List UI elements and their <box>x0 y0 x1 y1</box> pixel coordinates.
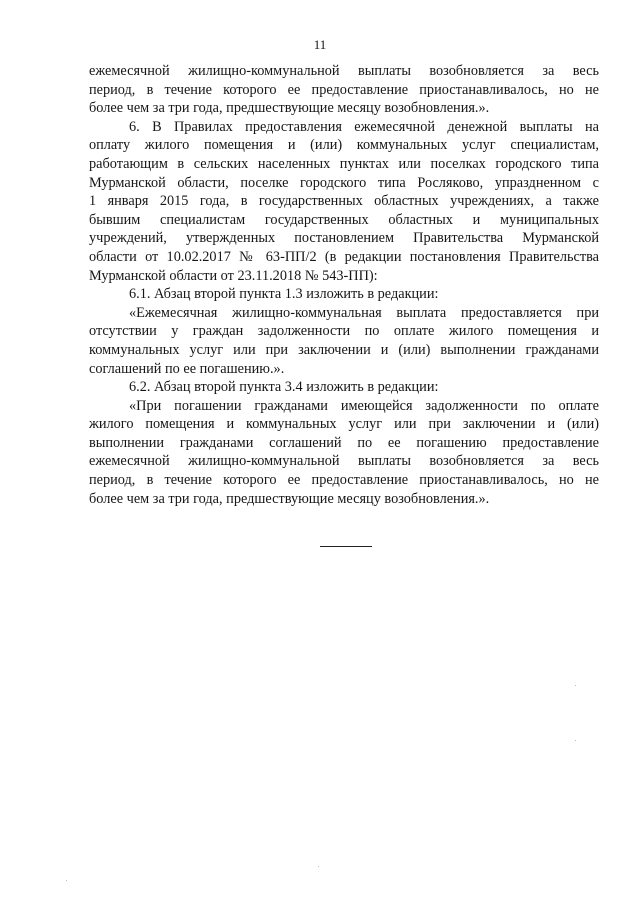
text-line: Мурманской области от 23.11.2018 № 543-ПП): <box>89 267 378 284</box>
paragraph-6-2-heading: 6.2. Абзац второй пункта 3.4 изложить в редакции: <box>129 379 439 396</box>
text-line: ежемесячной жилищно-коммунальной выплаты возобновляется за весь <box>89 63 599 79</box>
paragraph-6-1-heading: 6.1. Абзац второй пункта 1.3 изложить в редакции: <box>129 286 439 303</box>
text-line: период, в течение которого ее предоставление приостанавливалось, но не <box>89 81 599 98</box>
text-line: ежемесячной жилищно-коммунальной выплаты возобновляется за весь <box>89 453 599 470</box>
text-line: более чем за три года, предшествующие месяцу возобновления.». <box>89 100 490 117</box>
text-line: 1 января 2015 года, в государственных областных учреждениях, а также <box>89 193 599 210</box>
text-line: отсутствии у граждан задолженности по оплате жилого помещения и <box>89 323 599 340</box>
text-line: области от 10.02.2017 № 63-ПП/2 (в редакции постановления Правительства <box>89 248 599 265</box>
text-line: период, в течение которого ее предоставление приостанавливалось, но не <box>89 472 599 489</box>
text-line: работающим в сельских населенных пунктах или поселках городского типа <box>89 155 599 172</box>
text-line: жилого помещения и коммунальных услуг или при заключении и (или) <box>89 416 599 433</box>
text-line: соглашений по ее погашению.». <box>89 360 285 377</box>
scan-speck <box>318 866 319 867</box>
document-body <box>89 62 599 508</box>
text-line: более чем за три года, предшествующие месяцу возобновления.». <box>89 490 490 507</box>
text-line: оплату жилого помещения и (или) коммунальных услуг специалистам, <box>89 137 599 154</box>
scan-speck <box>575 740 576 741</box>
end-separator-line <box>320 546 372 547</box>
text-line: бывшим специалистам государственных областных и муниципальных <box>89 211 599 228</box>
text-line: выполнении гражданами соглашений по ее погашению предоставление <box>89 434 599 451</box>
quote-6-1-start: «Ежемесячная жилищно-коммунальная выплата предоставляется при <box>129 304 599 321</box>
scan-speck <box>575 685 576 686</box>
quote-6-2-start: «При погашении гражданами имеющейся задолженности по оплате <box>129 397 599 414</box>
page-number: 11 <box>313 37 327 52</box>
text-line: коммунальных услуг или при заключении и (или) выполнении гражданами <box>89 341 599 358</box>
text-line: учреждений, утвержденных постановлением Правительства Мурманской <box>89 230 599 247</box>
text-line: Мурманской области, поселке городского типа Росляково, упраздненном с <box>89 174 599 191</box>
scan-speck <box>66 880 67 881</box>
paragraph-6-start: 6. В Правилах предоставления ежемесячной денежной выплаты на <box>129 118 599 135</box>
